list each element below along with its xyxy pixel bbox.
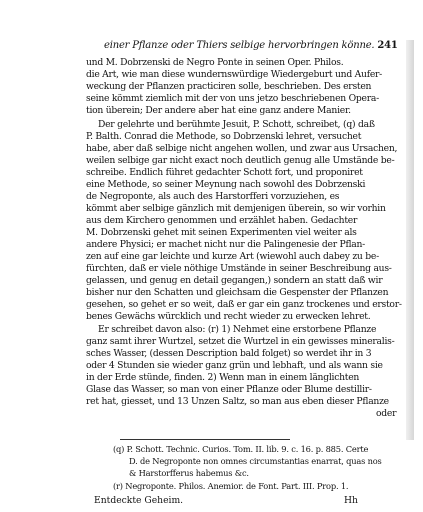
body-line: kömmt aber selbige gänzlich mit demjenigen überein, so wir vorhin <box>86 203 386 214</box>
body-line: de Negroponte, als auch des Harstorfferi vorzuziehen, es <box>86 191 340 202</box>
body-line: P. Balth. Conrad die Methode, so Dobrzenski lehret, versuchet <box>86 131 362 142</box>
body-line: Glase das Wasser, so man von einer Pflanze oder Blume destillir- <box>86 384 372 395</box>
footnote-line: & Harstorfferus habemus &c. <box>129 468 249 478</box>
body-line: weilen selbige gar nicht exact noch deutlich genug alle Umstände be- <box>86 155 395 166</box>
body-line: tion überein; Der andere aber hat eine ganz andere Manier. <box>86 105 351 116</box>
footnote-line: (r) Negroponte. Philos. Anemior. de Font. Part. III. Prop. 1. <box>113 481 349 491</box>
body-line: gelassen, und genug en detail gegangen,) sondern an statt daß wir <box>86 275 383 286</box>
body-line: oder 4 Stunden sie wieder ganz grün und lebhaft, und als wann sie <box>86 360 383 371</box>
body-line: ret hat, giesset, und 13 Unzen Saltz, so man aus eben dieser Pflanze <box>86 396 389 407</box>
signature-line <box>94 495 414 506</box>
body-line: Der gelehrte und berühmte Jesuit, P. Schott, schreibet, (q) daß <box>98 119 375 130</box>
body-line: die Art, wie man diese wundernswürdige Wiedergeburt und Aufer- <box>86 69 383 80</box>
body-line: bisher nur den Schatten und gleichsam die Gespenster der Pflanzen <box>86 287 389 298</box>
footnote-rule <box>120 439 290 440</box>
catchword: Entdeckte Geheim. <box>94 495 184 506</box>
body-line: sches Wasser, (dessen Description bald folget) so werdet ihr in 3 <box>86 348 372 359</box>
footnote-line: (q) P. Schott. Technic. Curios. Tom. II. lib. 9. c. 16. p. 885. Certe <box>113 444 369 454</box>
body-line: in der Erde stünde, finden. 2) Wenn man in einem länglichten <box>86 372 360 383</box>
body-line: gesehen, so gehet er so weit, daß er gar ein ganz trockenes und erstor- <box>86 299 402 310</box>
signature-mark: Hh <box>344 495 358 506</box>
body-line: aus dem Kirchero genommen und erzählet haben. Gedachter <box>86 215 358 226</box>
body-line: M. Dobrzenski gehet mit seinen Experimenten viel weiter als <box>86 227 357 238</box>
page-number: 241 <box>377 40 398 51</box>
body-line: andere Physici; er machet nicht nur die Palingenesie der Pflan- <box>86 239 366 250</box>
footnote-line: D. de Negroponte non omnes circumstantias enarrat, quas nos <box>129 456 382 466</box>
catchword-line: oder <box>376 408 397 419</box>
body-line: ganz samt ihrer Wurtzel, setzet die Wurtzel in ein gewisses mineralis- <box>86 336 395 347</box>
body-line: Er schreibet davon also: (r) 1) Nehmet eine erstorbene Pflanze <box>98 324 377 335</box>
body-line: seine kömmt ziemlich mit der von uns jetzo beschriebenen Opera- <box>86 93 379 104</box>
body-line: weckung der Pflanzen practiciren solle, beschrieben. Des ersten <box>86 81 372 92</box>
body-line: und M. Dobrzenski de Negro Ponte in seinen Oper. Philos. <box>86 57 344 68</box>
body-line: habe, aber daß selbige nicht angehen wollen, und zwar aus Ursachen, <box>86 143 398 154</box>
body-line: zen auf eine gar leichte und kurze Art (wiewohl auch dabey zu be- <box>86 251 379 262</box>
body-line: schreibe. Endlich führet gedachter Schott fort, und proponiret <box>86 167 363 178</box>
running-head <box>104 40 406 51</box>
body-line: eine Methode, so seiner Meynung nach sowohl des Dobrzenski <box>86 179 366 190</box>
body-line: benes Gewächs würcklich und recht wieder zu erwecken lehret. <box>86 311 371 322</box>
running-head-text: einer Pflanze oder Thiers selbige hervorbringen könne. <box>104 40 375 51</box>
body-line: fürchten, daß er viele nöthige Umstände in seiner Beschreibung aus- <box>86 263 392 274</box>
